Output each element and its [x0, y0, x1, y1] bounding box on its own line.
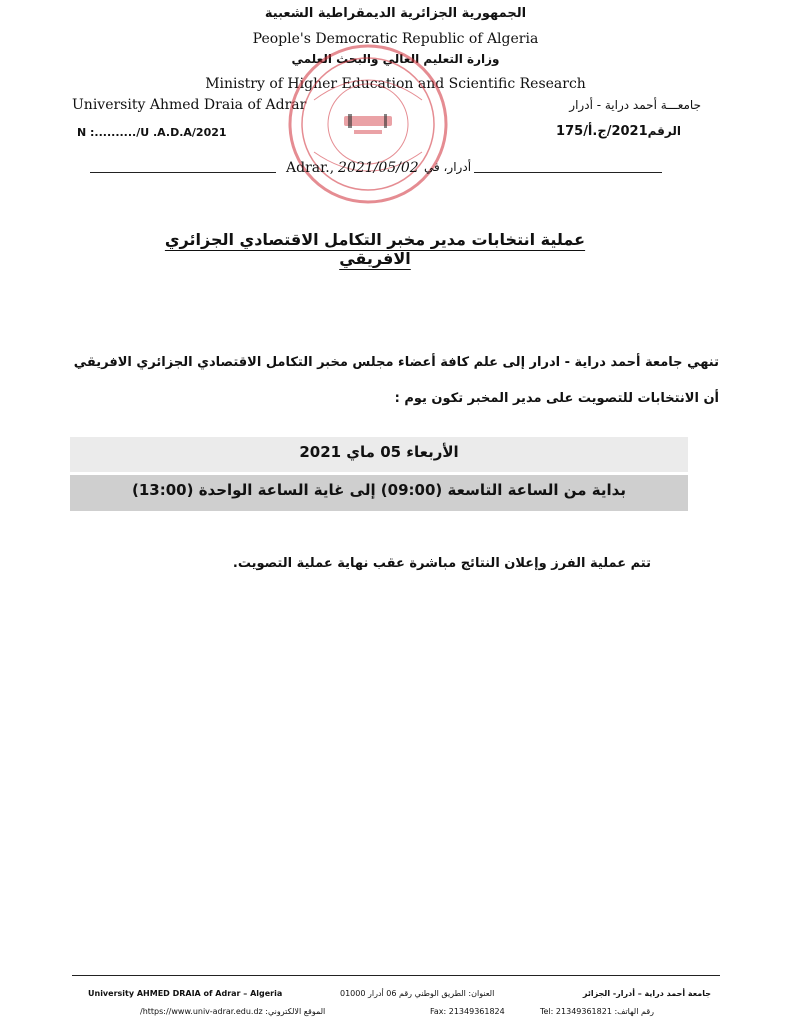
footer-tel: رقم الهاتف: 21349361821 :Tel [540, 1007, 655, 1016]
reference-number-value: 2021/ج.أ/175 [556, 124, 648, 139]
ministry-arabic-heading: وزارة التعليم العالي والبحث العلمي [291, 52, 500, 66]
university-seal-icon [284, 40, 452, 208]
republic-english-heading: People's Democratic Republic of Algeria [252, 31, 539, 47]
date-label-english: Adrar., [286, 160, 335, 176]
footer-fax: Fax: 21349361824 [430, 1007, 505, 1016]
closing-statement: تتم عملية الفرز وإعلان النتائج مباشرة عقب نهاية عملية التصويت. [232, 556, 651, 571]
reference-label-arabic: الرقم [647, 124, 681, 138]
reference-number-english: N :........../U .A.D.A/2021 [77, 126, 227, 139]
footer-university-arabic: جامعة أحمد دراية – أدرار- الجزائر [582, 989, 711, 998]
university-english-name: University Ahmed Draia of Adrar [72, 97, 307, 113]
footer-university-english: University AHMED DRAIA of Adrar – Algeria [88, 989, 283, 998]
date-value: 2021/05/02 [338, 160, 419, 176]
election-time: بداية من الساعة التاسعة (09:00) إلى غاية الساعة الواحدة (13:00) [132, 481, 626, 499]
announcement-paragraph: تنهي جامعة أحمد دراية - ادرار إلى علم كافة أعضاء مجلس مخبر التكامل الاقتصادي الجزائري الافريقي أن الانتخابات للتصويت على مدير المخبر تكون يوم : [73, 355, 719, 406]
footer-website: الموقع الالكتروني: https://www.univ-adrar.edu.dz/ [140, 1007, 326, 1016]
date-label-arabic: أدرار، في [424, 160, 472, 174]
reference-number-arabic [556, 124, 681, 139]
document-title: عملية انتخابات مدير مخبر التكامل الاقتصادي الجزائري الافريقي [164, 230, 586, 268]
university-arabic-name: جامعـــة أحمد دراية - أدرار [569, 98, 701, 112]
election-day: الأربعاء 05 ماي 2021 [299, 443, 459, 461]
footer-divider [72, 975, 720, 976]
republic-arabic-heading: الجمهورية الجزائرية الديمقراطية الشعبية [264, 6, 527, 21]
date-line-left [90, 172, 276, 173]
date-line-right [474, 172, 662, 173]
ministry-english-heading: Ministry of Higher Education and Scientific Research [205, 76, 586, 92]
footer-address-arabic: العنوان: الطريق الوطني رقم 06 أدرار 01000 [340, 989, 495, 998]
